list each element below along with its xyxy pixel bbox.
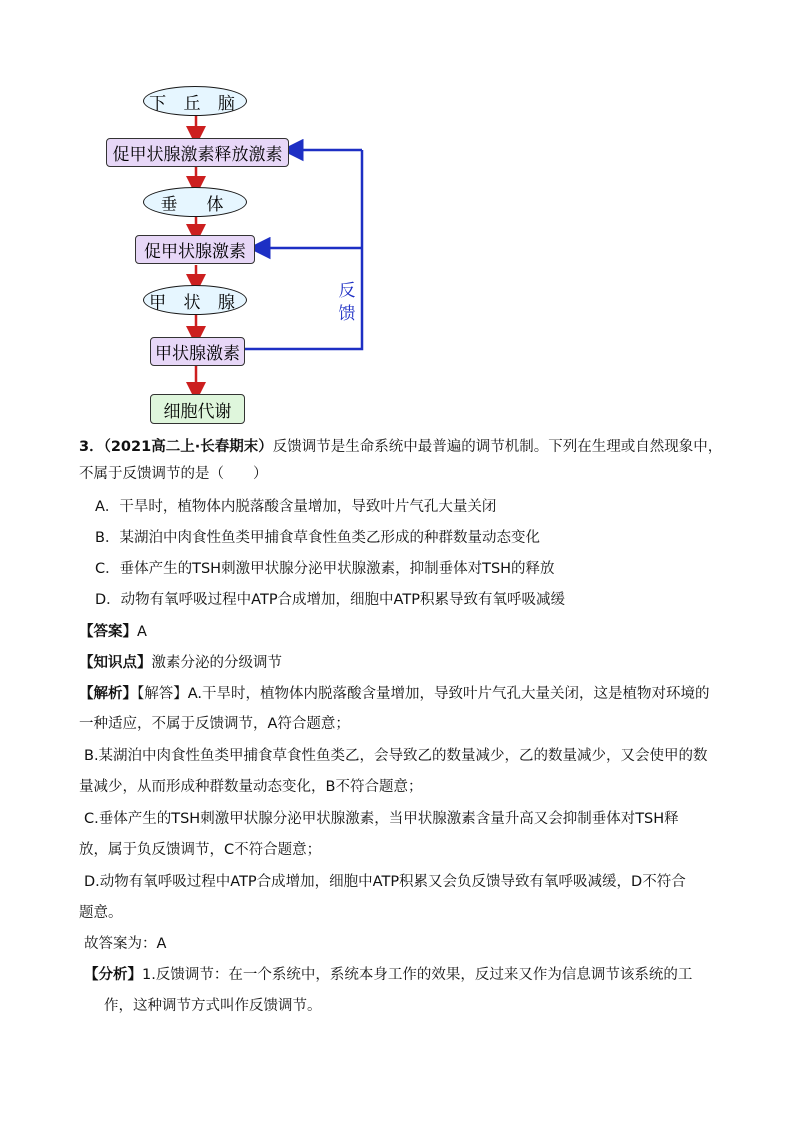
analysis-line-4: 量减少，从而形成种群数量动态变化，B不符合题意； bbox=[79, 779, 423, 795]
fenxi-line-2: 作，这种调节方式叫作反馈调节。 bbox=[104, 998, 322, 1014]
answer-tag: 【答案】 bbox=[79, 624, 137, 640]
analysis-line-1 bbox=[79, 683, 710, 705]
answer-line bbox=[79, 621, 147, 643]
node-pituitary: 垂 体 bbox=[143, 187, 247, 217]
knowledge-value: 激素分泌的分级调节 bbox=[151, 655, 282, 671]
node-trh: 促甲状腺激素释放激素 bbox=[106, 138, 289, 167]
analysis-line-3: B.某湖泊中肉食性鱼类甲捕食草食性鱼类乙，会导致乙的数量减少，乙的数量减少，又会使甲的数 bbox=[84, 748, 708, 764]
question-stem-line-1 bbox=[79, 436, 722, 458]
fenxi-text-1: 1.反馈调节：在一个系统中，系统本身工作的效果，反过来又作为信息调节该系统的工 bbox=[142, 967, 693, 983]
analysis-line-8: 题意。 bbox=[79, 905, 123, 921]
question-stem-1: 反馈调节是生命系统中最普遍的调节机制。下列在生理或自然现象中， bbox=[272, 439, 723, 455]
fenxi-line-1 bbox=[84, 964, 692, 986]
answer-value: A bbox=[137, 624, 147, 640]
question-stem-line-2: 不属于反馈调节的是（ ） bbox=[79, 466, 268, 482]
question-source: （2021高二上·长春期末） bbox=[103, 439, 273, 455]
diagram-arrows bbox=[0, 0, 794, 430]
option-b: B．某湖泊中肉食性鱼类甲捕食草食性鱼类乙形成的种群数量动态变化 bbox=[95, 530, 540, 546]
analysis-line-9: 故答案为：A bbox=[84, 936, 167, 952]
analysis-text-1: 【解答】A.干旱时，植物体内脱落酸含量增加，导致叶片气孔大量关闭，这是植物对环境的 bbox=[137, 686, 710, 702]
node-hypothalamus: 下 丘 脑 bbox=[143, 86, 247, 116]
feedback-label-bottom: 馈 bbox=[338, 303, 356, 324]
option-d: D．动物有氧呼吸过程中ATP合成增加，细胞中ATP积累导致有氧呼吸减缓 bbox=[95, 592, 565, 608]
option-a: A．干旱时，植物体内脱落酸含量增加，导致叶片气孔大量关闭 bbox=[95, 499, 497, 515]
analysis-line-2: 一种适应，不属于反馈调节，A符合题意； bbox=[79, 716, 350, 732]
analysis-tag: 【解析】 bbox=[79, 686, 137, 702]
node-thyroid: 甲 状 腺 bbox=[143, 285, 247, 315]
analysis-line-5: C.垂体产生的TSH刺激甲状腺分泌甲状腺激素，当甲状腺激素含量升高又会抑制垂体对TSH释 bbox=[84, 811, 679, 827]
fenxi-tag: 【分析】 bbox=[84, 967, 142, 983]
analysis-line-6: 放，属于负反馈调节，C不符合题意； bbox=[79, 842, 322, 858]
node-tsh: 促甲状腺激素 bbox=[135, 235, 255, 264]
knowledge-line bbox=[79, 652, 282, 674]
question-number: 3． bbox=[79, 439, 104, 455]
node-th: 甲状腺激素 bbox=[150, 337, 245, 366]
feedback-diagram bbox=[0, 0, 794, 430]
node-metabolism: 细胞代谢 bbox=[150, 394, 245, 424]
knowledge-tag: 【知识点】 bbox=[79, 655, 152, 671]
analysis-line-7: D.动物有氧呼吸过程中ATP合成增加，细胞中ATP积累又会负反馈导致有氧呼吸减缓，D不符合 bbox=[84, 874, 686, 890]
feedback-label-top: 反 bbox=[338, 280, 356, 301]
option-c: C．垂体产生的TSH刺激甲状腺分泌甲状腺激素，抑制垂体对TSH的释放 bbox=[95, 561, 555, 577]
